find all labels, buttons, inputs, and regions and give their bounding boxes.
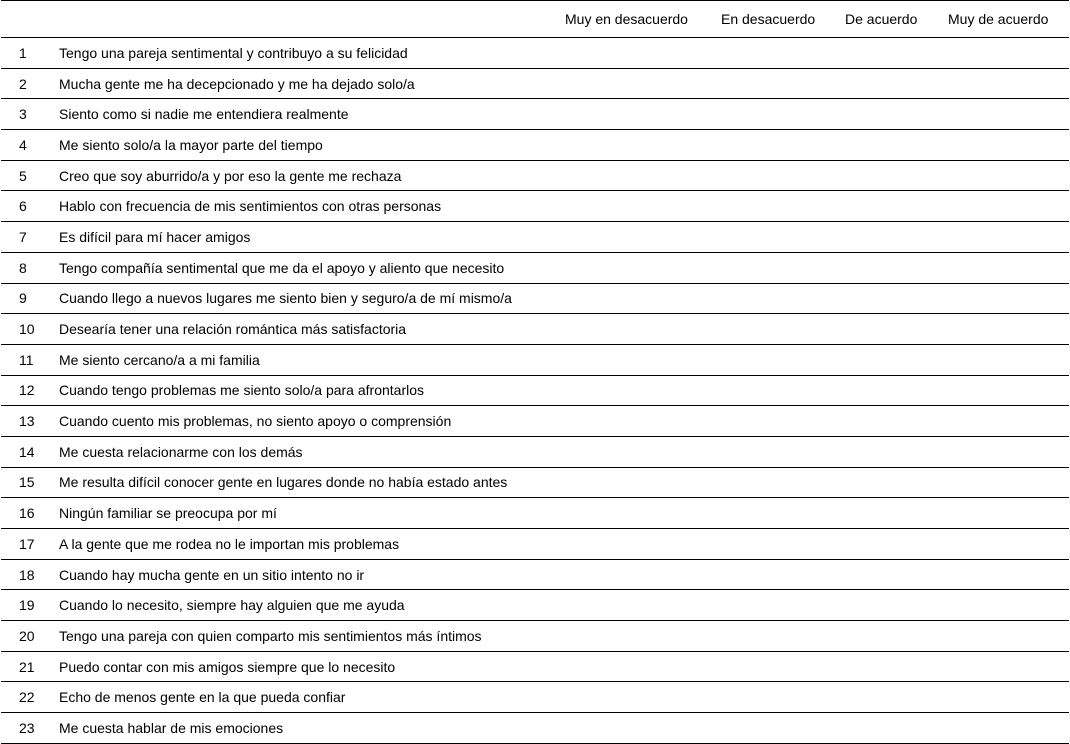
table-row <box>1 559 1069 590</box>
response-cell-strongly-disagree <box>565 130 721 161</box>
response-cell-strongly-agree <box>948 406 1069 437</box>
header-strongly-agree: Muy de acuerdo <box>948 11 1049 27</box>
response-cell-disagree <box>721 621 845 652</box>
table-row <box>1 191 1069 222</box>
response-cell-strongly-disagree <box>565 344 721 375</box>
response-cell-disagree <box>721 314 845 345</box>
response-cell-agree <box>845 406 948 437</box>
item-number: 13 <box>19 413 35 430</box>
response-cell-strongly-agree <box>948 498 1069 529</box>
table-row <box>1 529 1069 560</box>
item-number: 11 <box>19 351 34 368</box>
response-cell-disagree <box>721 682 845 713</box>
response-cell-strongly-agree <box>948 252 1069 283</box>
response-cell-disagree <box>721 436 845 467</box>
item-statement: Ningún familiar se preocupa por mí <box>59 505 277 522</box>
response-cell-strongly-disagree <box>565 68 721 99</box>
item-statement: Hablo con frecuencia de mis sentimientos con otras personas <box>59 198 442 215</box>
response-cell-agree <box>845 682 948 713</box>
table-row <box>1 283 1069 314</box>
response-cell-strongly-agree <box>948 99 1069 130</box>
response-cell-strongly-disagree <box>565 99 721 130</box>
item-statement: Cuando llego a nuevos lugares me siento bien y seguro/a de mí mismo/a <box>59 290 512 307</box>
item-number: 22 <box>19 689 35 706</box>
item-statement: Creo que soy aburrido/a y por eso la gente me rechaza <box>59 167 402 184</box>
item-statement: Siento como si nadie me entendiera realmente <box>59 106 349 123</box>
table-row <box>1 590 1069 621</box>
response-cell-strongly-disagree <box>565 529 721 560</box>
response-cell-strongly-agree <box>948 222 1069 253</box>
response-cell-agree <box>845 651 948 682</box>
item-statement: Puedo contar con mis amigos siempre que lo necesito <box>59 658 396 675</box>
item-statement: Tengo una pareja sentimental y contribuyo a su felicidad <box>59 44 408 61</box>
item-number: 21 <box>19 658 35 675</box>
response-cell-disagree <box>721 344 845 375</box>
response-cell-agree <box>845 283 948 314</box>
response-cell-disagree <box>721 559 845 590</box>
item-number: 15 <box>19 474 35 491</box>
item-statement: Cuando tengo problemas me siento solo/a para afrontarlos <box>59 382 424 399</box>
response-cell-disagree <box>721 529 845 560</box>
table-row <box>1 651 1069 682</box>
response-cell-agree <box>845 467 948 498</box>
item-number: 6 <box>19 198 27 215</box>
header-agree: De acuerdo <box>845 11 918 27</box>
item-number: 9 <box>19 290 27 307</box>
item-number: 1 <box>19 44 27 61</box>
response-cell-strongly-disagree <box>565 160 721 191</box>
response-cell-disagree <box>721 191 845 222</box>
response-cell-agree <box>845 713 948 744</box>
response-cell-strongly-agree <box>948 467 1069 498</box>
item-number: 5 <box>19 167 27 184</box>
response-cell-disagree <box>721 590 845 621</box>
response-cell-agree <box>845 68 948 99</box>
response-cell-strongly-agree <box>948 191 1069 222</box>
response-cell-strongly-agree <box>948 344 1069 375</box>
response-cell-disagree <box>721 130 845 161</box>
response-cell-strongly-agree <box>948 651 1069 682</box>
item-number: 23 <box>19 719 35 736</box>
response-cell-agree <box>845 191 948 222</box>
table-row <box>1 160 1069 191</box>
response-cell-agree <box>845 559 948 590</box>
response-cell-strongly-agree <box>948 314 1069 345</box>
item-number: 8 <box>19 259 27 276</box>
item-statement: Me siento solo/a la mayor parte del tiempo <box>59 136 323 153</box>
response-cell-disagree <box>721 222 845 253</box>
table-row <box>1 38 1069 69</box>
response-cell-agree <box>845 130 948 161</box>
header-number <box>1 1 59 38</box>
item-statement: Tengo una pareja con quien comparto mis sentimientos más íntimos <box>59 627 482 644</box>
header-row <box>1 1 1069 38</box>
item-statement: Me cuesta hablar de mis emociones <box>59 719 284 736</box>
item-number: 3 <box>19 106 27 123</box>
item-number: 20 <box>19 627 35 644</box>
item-statement: Cuando hay mucha gente en un sitio intento no ir <box>59 566 365 583</box>
item-statement: Me cuesta relacionarme con los demás <box>59 443 303 460</box>
response-cell-agree <box>845 160 948 191</box>
table-row <box>1 498 1069 529</box>
response-cell-strongly-disagree <box>565 191 721 222</box>
response-cell-strongly-disagree <box>565 38 721 69</box>
response-cell-strongly-disagree <box>565 559 721 590</box>
response-cell-disagree <box>721 283 845 314</box>
response-cell-strongly-agree <box>948 436 1069 467</box>
item-statement: Me resulta difícil conocer gente en lugares donde no había estado antes <box>59 474 508 491</box>
response-cell-agree <box>845 529 948 560</box>
response-cell-strongly-disagree <box>565 222 721 253</box>
response-cell-strongly-agree <box>948 590 1069 621</box>
response-cell-disagree <box>721 406 845 437</box>
table-row <box>1 130 1069 161</box>
response-cell-strongly-disagree <box>565 682 721 713</box>
item-statement: Me siento cercano/a a mi familia <box>59 351 260 368</box>
table-row <box>1 375 1069 406</box>
response-cell-strongly-disagree <box>565 590 721 621</box>
table-row <box>1 682 1069 713</box>
table-row <box>1 252 1069 283</box>
item-statement: Echo de menos gente en la que pueda confiar <box>59 689 346 706</box>
table-row <box>1 713 1069 744</box>
response-cell-strongly-disagree <box>565 252 721 283</box>
response-cell-strongly-disagree <box>565 467 721 498</box>
response-cell-strongly-agree <box>948 559 1069 590</box>
item-number: 12 <box>19 382 35 399</box>
response-cell-agree <box>845 344 948 375</box>
response-cell-strongly-agree <box>948 283 1069 314</box>
table-row <box>1 436 1069 467</box>
response-cell-agree <box>845 621 948 652</box>
response-cell-strongly-disagree <box>565 436 721 467</box>
response-cell-agree <box>845 498 948 529</box>
item-statement: A la gente que me rodea no le importan mis problemas <box>59 535 400 552</box>
table-row <box>1 99 1069 130</box>
table-body <box>1 38 1069 744</box>
item-number: 10 <box>19 321 35 338</box>
item-statement: Desearía tener una relación romántica más satisfactoria <box>59 321 407 338</box>
item-number: 18 <box>19 566 35 583</box>
response-cell-disagree <box>721 651 845 682</box>
item-number: 14 <box>19 443 35 460</box>
response-cell-agree <box>845 314 948 345</box>
table-row <box>1 344 1069 375</box>
item-statement: Cuando cuento mis problemas, no siento apoyo o comprensión <box>59 413 452 430</box>
questionnaire-table <box>1 0 1069 744</box>
response-cell-strongly-disagree <box>565 406 721 437</box>
item-number: 4 <box>19 136 27 153</box>
item-number: 16 <box>19 505 35 522</box>
response-cell-disagree <box>721 38 845 69</box>
item-statement: Cuando lo necesito, siempre hay alguien que me ayuda <box>59 597 405 614</box>
response-cell-strongly-agree <box>948 713 1069 744</box>
response-cell-agree <box>845 590 948 621</box>
response-cell-agree <box>845 436 948 467</box>
table-row <box>1 621 1069 652</box>
table-row <box>1 222 1069 253</box>
response-cell-disagree <box>721 252 845 283</box>
response-cell-strongly-disagree <box>565 621 721 652</box>
response-cell-disagree <box>721 498 845 529</box>
table-row <box>1 68 1069 99</box>
response-cell-agree <box>845 99 948 130</box>
table-header <box>1 1 1069 38</box>
response-cell-disagree <box>721 467 845 498</box>
item-number: 17 <box>19 535 35 552</box>
item-statement: Mucha gente me ha decepcionado y me ha dejado solo/a <box>59 75 415 92</box>
header-disagree: En desacuerdo <box>721 11 816 27</box>
table-row <box>1 467 1069 498</box>
item-statement: Tengo compañía sentimental que me da el apoyo y aliento que necesito <box>59 259 505 276</box>
response-cell-strongly-disagree <box>565 375 721 406</box>
response-cell-strongly-agree <box>948 130 1069 161</box>
response-cell-strongly-agree <box>948 682 1069 713</box>
response-cell-agree <box>845 252 948 283</box>
response-cell-disagree <box>721 160 845 191</box>
response-cell-strongly-disagree <box>565 283 721 314</box>
header-item <box>59 1 565 38</box>
response-cell-strongly-disagree <box>565 498 721 529</box>
response-cell-disagree <box>721 713 845 744</box>
response-cell-agree <box>845 222 948 253</box>
response-cell-strongly-agree <box>948 160 1069 191</box>
response-cell-strongly-agree <box>948 68 1069 99</box>
table-row <box>1 406 1069 437</box>
response-cell-disagree <box>721 99 845 130</box>
response-cell-strongly-agree <box>948 621 1069 652</box>
response-cell-strongly-disagree <box>565 651 721 682</box>
response-cell-agree <box>845 375 948 406</box>
item-statement: Es difícil para mí hacer amigos <box>59 228 251 245</box>
table-row <box>1 314 1069 345</box>
response-cell-strongly-agree <box>948 375 1069 406</box>
response-cell-strongly-agree <box>948 529 1069 560</box>
response-cell-strongly-agree <box>948 38 1069 69</box>
header-strongly-disagree: Muy en desacuerdo <box>565 11 688 27</box>
response-cell-strongly-disagree <box>565 314 721 345</box>
item-number: 19 <box>19 597 35 614</box>
response-cell-agree <box>845 38 948 69</box>
response-cell-disagree <box>721 375 845 406</box>
response-cell-strongly-disagree <box>565 713 721 744</box>
item-number: 2 <box>19 75 27 92</box>
item-number: 7 <box>19 228 27 245</box>
response-cell-disagree <box>721 68 845 99</box>
